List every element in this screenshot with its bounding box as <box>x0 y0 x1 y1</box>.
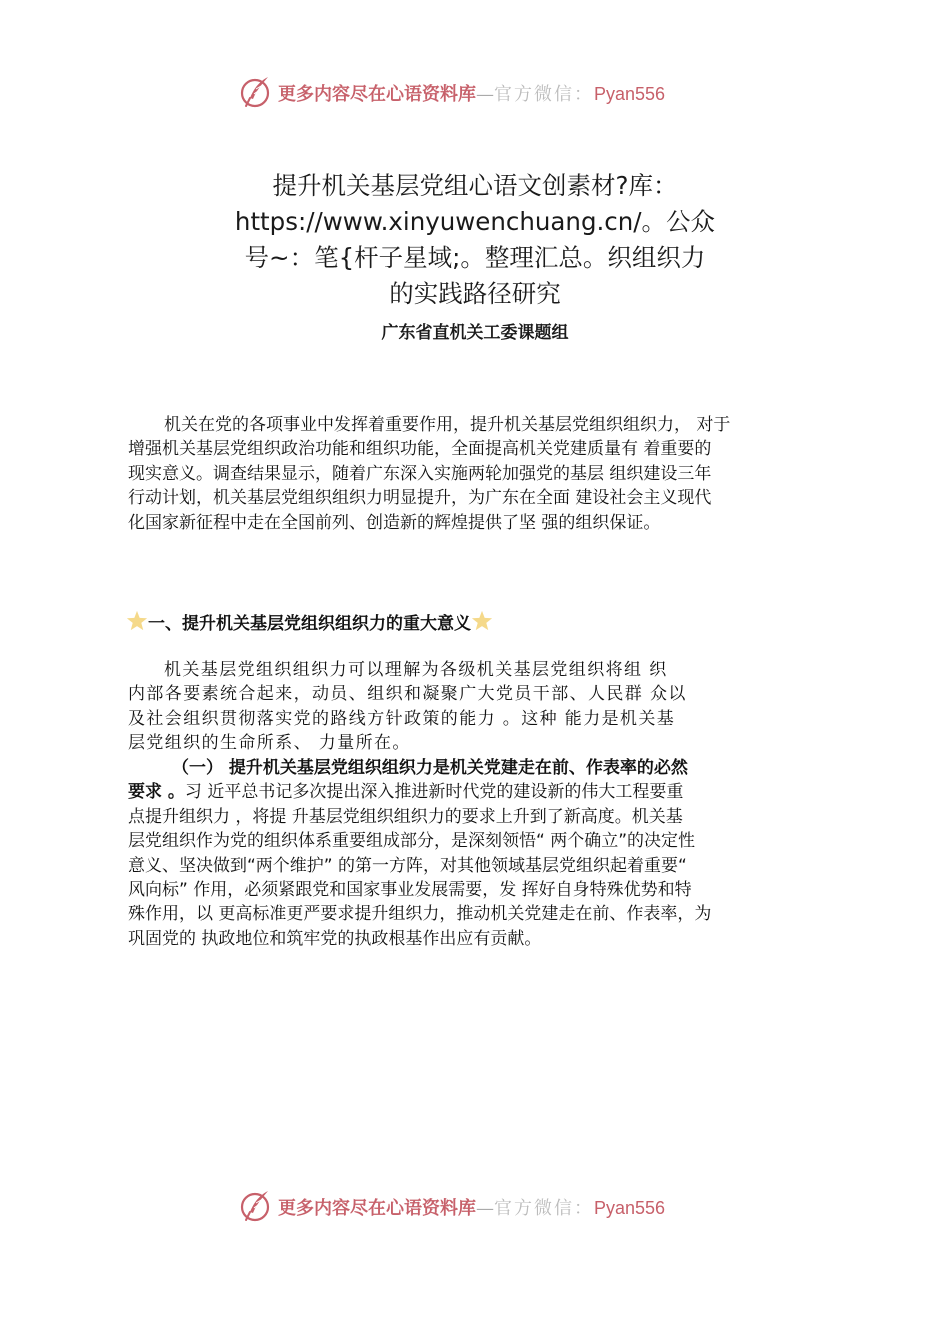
intro-paragraph <box>128 413 840 535</box>
banner-separator: — <box>476 84 494 105</box>
footer-banner <box>0 1188 950 1228</box>
paragraph-text: 习 近平总书记多次提出深入推进新时代党的建设新的伟大工程要重 <box>184 782 684 803</box>
header-banner <box>0 74 950 114</box>
feather-quill-logo-icon <box>238 1188 274 1224</box>
title-line: 提升机关基层党组心语文创素材?库： <box>272 171 678 200</box>
title-line: 号~：笔{杆子星域;。整理汇总。织组织力 <box>244 243 706 272</box>
paragraph-line: 风向标” 作用，必须紧跟党和国家事业发展需要，发 挥好自身特殊优势和特 <box>128 880 692 901</box>
subsection-heading: （一） 提升机关基层党组织组织力是机关党建走在前、作表率的必然 <box>172 758 688 778</box>
banner-wechat-label: 官方微信： <box>494 84 594 105</box>
paragraph-line: 现实意义。调查结果显示，随着广东深入实施两轮加强党的基层 组织建设三年 <box>128 463 712 484</box>
subsection-paragraph <box>128 756 840 951</box>
banner-title: 更多内容尽在心语资料库 <box>278 84 476 105</box>
banner-wechat-id: Pyan556 <box>594 1198 666 1218</box>
title-line: https://www.xinyuwenchuang.cn/。公众 <box>234 207 716 236</box>
paragraph-line: 机关基层党组织组织力可以理解为各级机关基层党组织将组 织 <box>164 660 668 680</box>
paragraph-line: 层党组织的生命所系、 力量所在。 <box>128 733 411 754</box>
banner-wechat-label: 官方微信： <box>494 1198 594 1219</box>
paragraph-line: 巩固党的 执政地位和筑牢党的执政根基作出应有贡献。 <box>128 928 542 949</box>
author-organization: 广东省直机关工委课题组 <box>381 323 569 343</box>
banner-text-group <box>278 1194 665 1220</box>
paragraph-line: 意义、坚决做到“两个维护” 的第一方阵，对其他领域基层党组织起着重要“ <box>128 855 687 876</box>
star-icon <box>126 610 148 632</box>
paragraph-line: 内部各要素统合起来，动员、组织和凝聚广大党员干部、人民群 众以 <box>128 684 687 705</box>
paragraph-line: 行动计划，机关基层党组织组织力明显提升，为广东在全面 建设社会主义现代 <box>128 488 712 509</box>
section-heading-text: 一、提升机关基层党组织组织力的重大意义 <box>148 613 471 634</box>
subsection-heading-end: 要求 。 <box>128 782 185 803</box>
paragraph-line: 殊作用，以 更高标准更严要求提升组织力，推动机关党建走在前、作表率，为 <box>128 904 712 925</box>
document-title <box>175 168 775 312</box>
paragraph-line: 层党组织作为党的组织体系重要组成部分，是深刻领悟“ 两个确立”的决定性 <box>128 831 696 852</box>
feather-quill-logo-icon <box>238 74 274 110</box>
paragraph-line: 点提升组织力 ，将提 升基层党组织组织力的要求上升到了新高度。机关基 <box>128 806 683 827</box>
section-paragraph <box>128 658 840 756</box>
paragraph-line: 及社会组织贯彻落实党的路线方针政策的能力 。这种 能力是机关基 <box>128 708 676 729</box>
banner-text-group <box>278 80 665 106</box>
paragraph-line: 机关在党的各项事业中发挥着重要作用，提升机关基层党组织组织力， 对于 <box>164 415 731 435</box>
paragraph-line: 增强机关基层党组织政治功能和组织功能，全面提高机关党建质量有 着重要的 <box>128 439 712 460</box>
section-heading <box>126 606 493 636</box>
paragraph-line: 化国家新征程中走在全国前列、创造新的辉煌提供了坚 强的组织保证。 <box>128 512 661 533</box>
banner-title: 更多内容尽在心语资料库 <box>278 1198 476 1219</box>
title-line: 的实践路径研究 <box>389 279 561 308</box>
star-icon <box>471 610 493 632</box>
banner-wechat-id: Pyan556 <box>594 84 666 104</box>
banner-separator: — <box>476 1198 494 1219</box>
paragraph-line <box>128 780 840 804</box>
